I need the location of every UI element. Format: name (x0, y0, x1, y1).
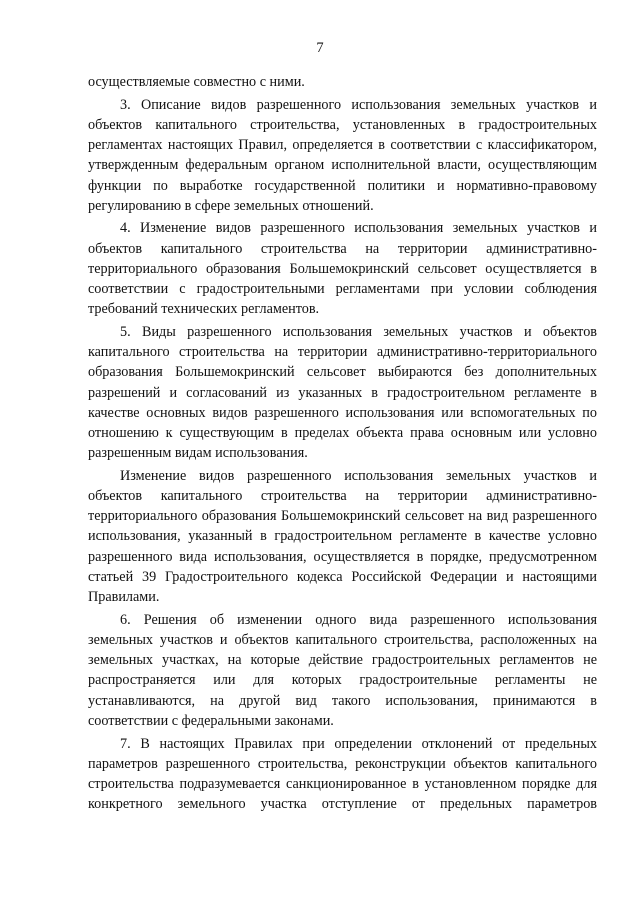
paragraph-item-7: 7. В настоящих Правилах при определении отклонений от предельных параметров разрешенного строительства, реконструкции объектов капитального строительства подразумевается санкционированное в установленном порядке для конкретного земельного участка отступление от предельных параметров (88, 735, 597, 813)
paragraph-item-5-continued: Изменение видов разрешенного использования земельных участков и объектов капитального строительства на территории административно-территориального образования Большемокринский сельсовет на вид разрешенного использования, указанный в градостроительном регламенте в качестве условно разрешенного вида использования, осуществляется в порядке, предусмотренном статьей 39 Градостроительного кодекса Российской Федерации и настоящими Правилами. (88, 467, 597, 606)
paragraph-continuation: осуществляемые совместно с ними. (88, 74, 305, 90)
page-number: 7 (316, 40, 324, 56)
paragraph-item-4: 4. Изменение видов разрешенного использования земельных участков и объектов капитального строительства на территории административно-территориального образования Большемокринский сельсовет осуществляется в соответствии с градостроительными регламентами при условии соблюдения требований технических регламентов. (88, 220, 597, 318)
paragraph-item-3: 3. Описание видов разрешенного использования земельных участков и объектов капитального строительства, установленных в градостроительных регламентах настоящих Правил, определяется в соответствии с классификатором, утвержденным федеральным органом исполнительной власти, осуществляющим функции по выработке государственной политики и нормативно-правовому регулированию в сфере земельных отношений. (88, 96, 597, 214)
paragraph-item-5: 5. Виды разрешенного использования земельных участков и объектов капитального строительства на территории административно-территориального образования Большемокринский сельсовет выбираются без дополнительных разрешений и согласований из указанных в градостроительном регламенте в качестве основных видов разрешенного использования или вспомогательных по отношению к существующим в пределах объекта права основным или условно разрешенным видам использования. (88, 323, 597, 462)
document-body (88, 72, 597, 817)
paragraph-item-6: 6. Решения об изменении одного вида разрешенного использования земельных участков и объектов капитального строительства, расположенных на земельных участках, на которые действие градостроительных регламентов не распространяется или для которых градостроительные регламенты не устанавливаются, на другой вид такого использования, принимаются в соответствии с федеральными законами. (88, 611, 597, 729)
